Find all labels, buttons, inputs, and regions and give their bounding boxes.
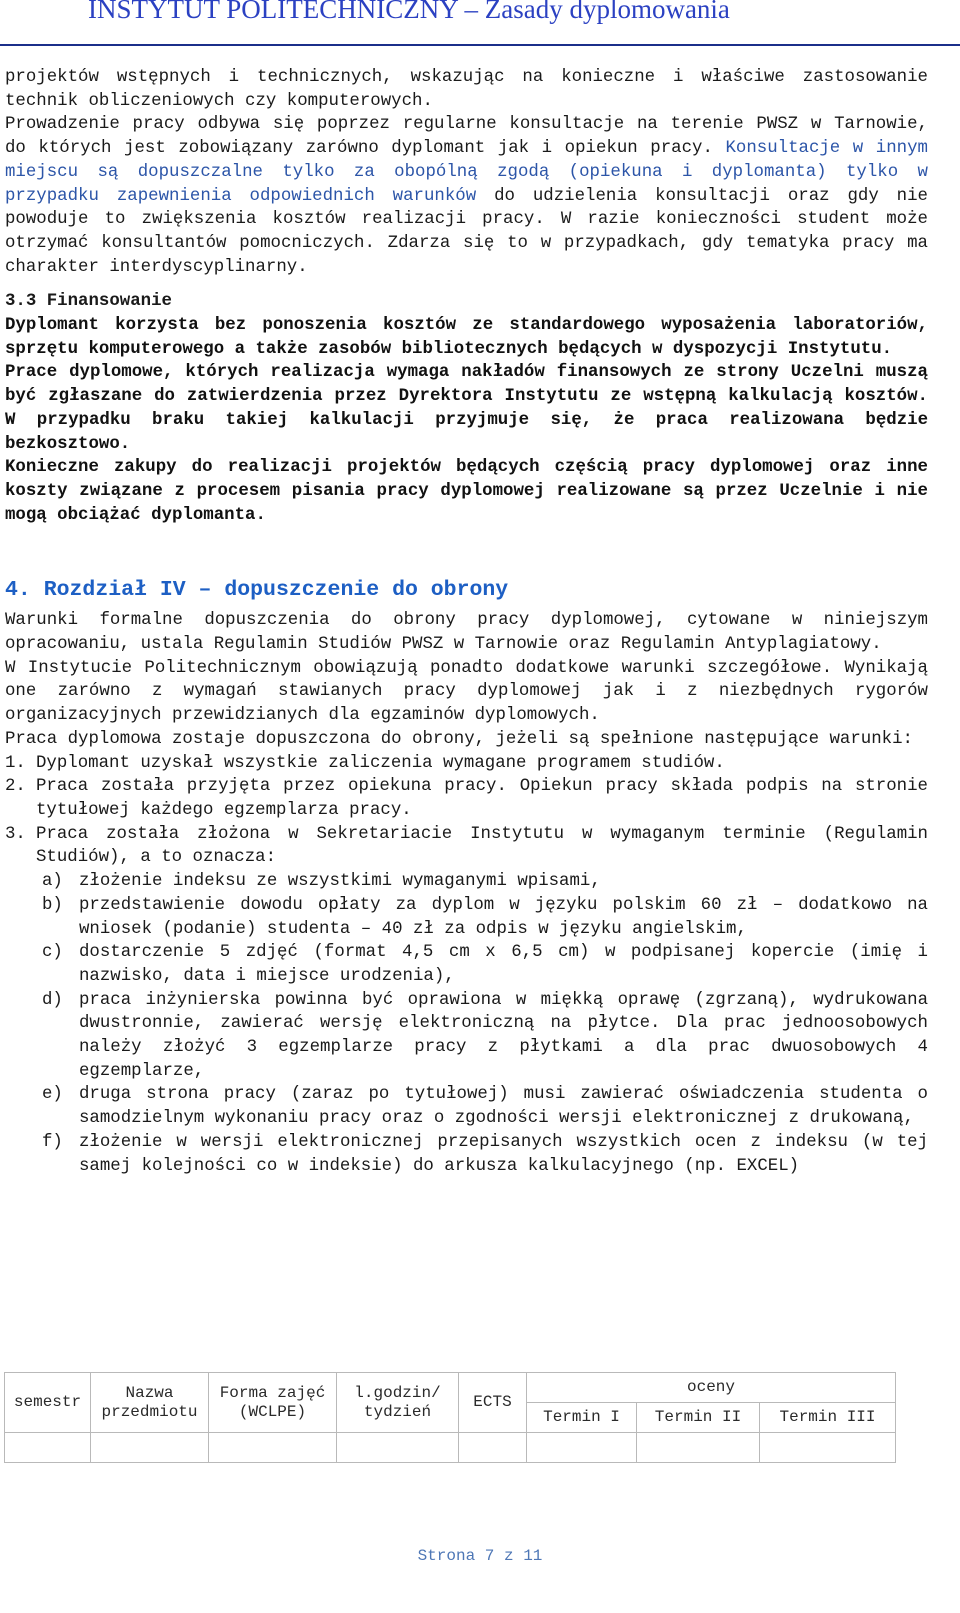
- sub-list-item-text: przedstawienie dowodu opłaty za dyplom w języku polskim 60 zł – dodatkowo na wniosek (podanie) studenta – 40 zł za odpis w języku angielskim,: [79, 895, 928, 939]
- document-body: [5, 66, 928, 1178]
- column-header-godzin: l.godzin/ tydzień: [337, 1373, 459, 1433]
- intro-paragraph-2-rest: do udzielenia konsultacji oraz gdy nie powoduje to zwiększenia kosztów realizacji pracy. W razie konieczności student może otrzymać konsultantów pomocniczych. Zdarza się to w przypadkach, gdy tematyka pracy ma charakter interdyscyplinarny.: [5, 186, 928, 277]
- chapter-paragraph-1: Warunki formalne dopuszczenia do obrony pracy dyplomowej, cytowane w niniejszym opracowaniu, ustala Regulamin Studiów PWSZ w Tarnowie oraz Regulamin Antyplagiatowy.: [5, 611, 928, 655]
- sub-list-item-text: praca inżynierska powinna być oprawiona w miękką oprawę (zgrzaną), wydrukowana dwustronnie, zawierać wersję elektroniczną na płytce. Dla prac jednoosobowych należy złożyć 3 egzemplarze pracy z płytkami a dla prac dwuosobowych 4 egzemplarze,: [79, 990, 928, 1081]
- table-cell: [459, 1433, 527, 1463]
- list-item: [5, 775, 928, 822]
- sub-list-item: [36, 1083, 928, 1130]
- finansowanie-paragraph-1: Dyplomant korzysta bez ponoszenia kosztów ze standardowego wyposażenia laboratoriów, sprzętu komputerowego a także zasobów bibliotecznych będących w dyspozycji Instytutu.: [5, 316, 928, 359]
- intro-paragraph-2: [5, 113, 928, 279]
- sub-list-item: [36, 894, 928, 941]
- table-row: [5, 1433, 896, 1463]
- table-cell: [337, 1433, 459, 1463]
- list-item-text: Praca została złożona w Sekretariacie Instytutu w wymaganym terminie (Regulamin Studiów), a to oznacza:: [36, 824, 928, 868]
- list-item-text: Dyplomant uzyskał wszystkie zaliczenia wymagane programem studiów.: [36, 753, 725, 773]
- conditions-list: [5, 752, 928, 1179]
- list-item: [5, 823, 928, 1179]
- column-header-oceny: oceny: [527, 1373, 896, 1403]
- table-cell: [637, 1433, 760, 1463]
- sub-list-item-text: dostarczenie 5 zdjęć (format 4,5 cm x 6,5 cm) w podpisanej kopercie (imię i nazwisko, data i miejsce urodzenia),: [79, 943, 928, 986]
- finansowanie-paragraph-2: Prace dyplomowe, których realizacja wymaga nakładów finansowych ze strony Uczelni muszą być zgłaszane do zatwierdzenia przez Dyrektora Instytutu ze wstępną kalkulacją kosztów. W przypadku braku takiej kalkulacji przyjmuje się, że praca realizowana będzie bezkosztowo.: [5, 363, 928, 454]
- sub-list-item: [36, 870, 928, 894]
- column-header-termin-3: Termin III: [760, 1403, 896, 1433]
- intro-paragraph-2-main: Prowadzenie pracy odbywa się poprzez regularne konsultacje na terenie PWSZ w Tarnowie, do których jest zobowiązany zarówno dyplomant jak i opiekun pracy.: [5, 115, 928, 159]
- page-header: [0, 0, 960, 46]
- table-cell: [91, 1433, 209, 1463]
- header-title: INSTYTUT POLITECHNICZNY – Zasady dyplomowania: [88, 0, 730, 24]
- list-marker: 2.: [5, 777, 26, 797]
- page-footer: Strona 7 z 11: [417, 1547, 543, 1565]
- table-cell: [760, 1433, 896, 1463]
- section-heading-finansowanie: 3.3 Finansowanie: [5, 292, 172, 312]
- sub-list-item: [36, 1131, 928, 1178]
- sub-list-item-text: druga strona pracy (zaraz po tytułowej) musi zawierać oświadczenia studenta o samodzielnym wykonaniu pracy oraz o zgodności wersji elektronicznej z drukowaną,: [79, 1085, 928, 1129]
- column-header-ects: ECTS: [459, 1373, 527, 1433]
- finansowanie-paragraph-3: Konieczne zakupy do realizacji projektów będących częścią pracy dyplomowej oraz inne koszty związane z procesem pisania pracy dyplomowej realizowane są przez Uczelnie i nie mogą obciążać dyplomanta.: [5, 458, 928, 525]
- list-marker: b): [42, 895, 63, 915]
- list-marker: f): [42, 1132, 63, 1152]
- column-header-semestr: semestr: [5, 1373, 91, 1433]
- list-item-text: Praca została przyjęta przez opiekuna pracy. Opiekun pracy składa podpis na stronie tytułowej każdego egzemplarza pracy.: [36, 777, 928, 820]
- list-marker: 1.: [5, 753, 26, 773]
- list-marker: e): [42, 1085, 63, 1105]
- chapter-paragraph-3: Praca dyplomowa zostaje dopuszczona do obrony, jeżeli są spełnione następujące warunki:: [5, 729, 913, 749]
- chapter-title: 4. Rozdział IV – dopuszczenie do obrony: [5, 578, 509, 603]
- sub-list-item: [36, 941, 928, 988]
- table-cell: [527, 1433, 637, 1463]
- list-marker: 3.: [5, 824, 26, 844]
- list-item: [5, 752, 928, 776]
- sub-list-item-text: złożenie w wersji elektronicznej przepisanych wszystkich ocen z indeksu (w tej samej kolejności co w indeksie) do arkusza kalkulacyjnego (np. EXCEL): [79, 1132, 928, 1176]
- intro-paragraph-1: projektów wstępnych i technicznych, wskazując na konieczne i właściwe zastosowanie technik obliczeniowych czy komputerowych.: [5, 68, 928, 111]
- grades-table: [4, 1372, 896, 1463]
- column-header-forma: Forma zajęć (WCLPE): [209, 1373, 337, 1433]
- list-marker: d): [42, 990, 63, 1010]
- list-marker: a): [42, 872, 63, 892]
- sub-conditions-list: [36, 870, 928, 1178]
- list-marker: c): [42, 943, 63, 963]
- sub-list-item: [36, 989, 928, 1084]
- column-header-termin-1: Termin I: [527, 1403, 637, 1433]
- table-cell: [5, 1433, 91, 1463]
- column-header-nazwa: Nazwa przedmiotu: [91, 1373, 209, 1433]
- intro-paragraph-2-blue: Konsultacje w innym miejscu są dopuszczalne tylko za obopólną zgodą (opiekuna i dyplomanta) tylko w przypadku zapewnienia odpowiednich warunków: [5, 139, 928, 206]
- column-header-termin-2: Termin II: [637, 1403, 760, 1433]
- chapter-paragraph-2: W Instytucie Politechnicznym obowiązują ponadto dodatkowe warunki szczegółowe. Wynikają one zarówno z wymagań stawianych pracy dyplomowej jak i z niezbędnych rygorów organizacyjnych przewidzianych dla egzaminów dyplomowych.: [5, 658, 928, 726]
- sub-list-item-text: złożenie indeksu ze wszystkimi wymaganymi wpisami,: [79, 872, 601, 892]
- table-cell: [209, 1433, 337, 1463]
